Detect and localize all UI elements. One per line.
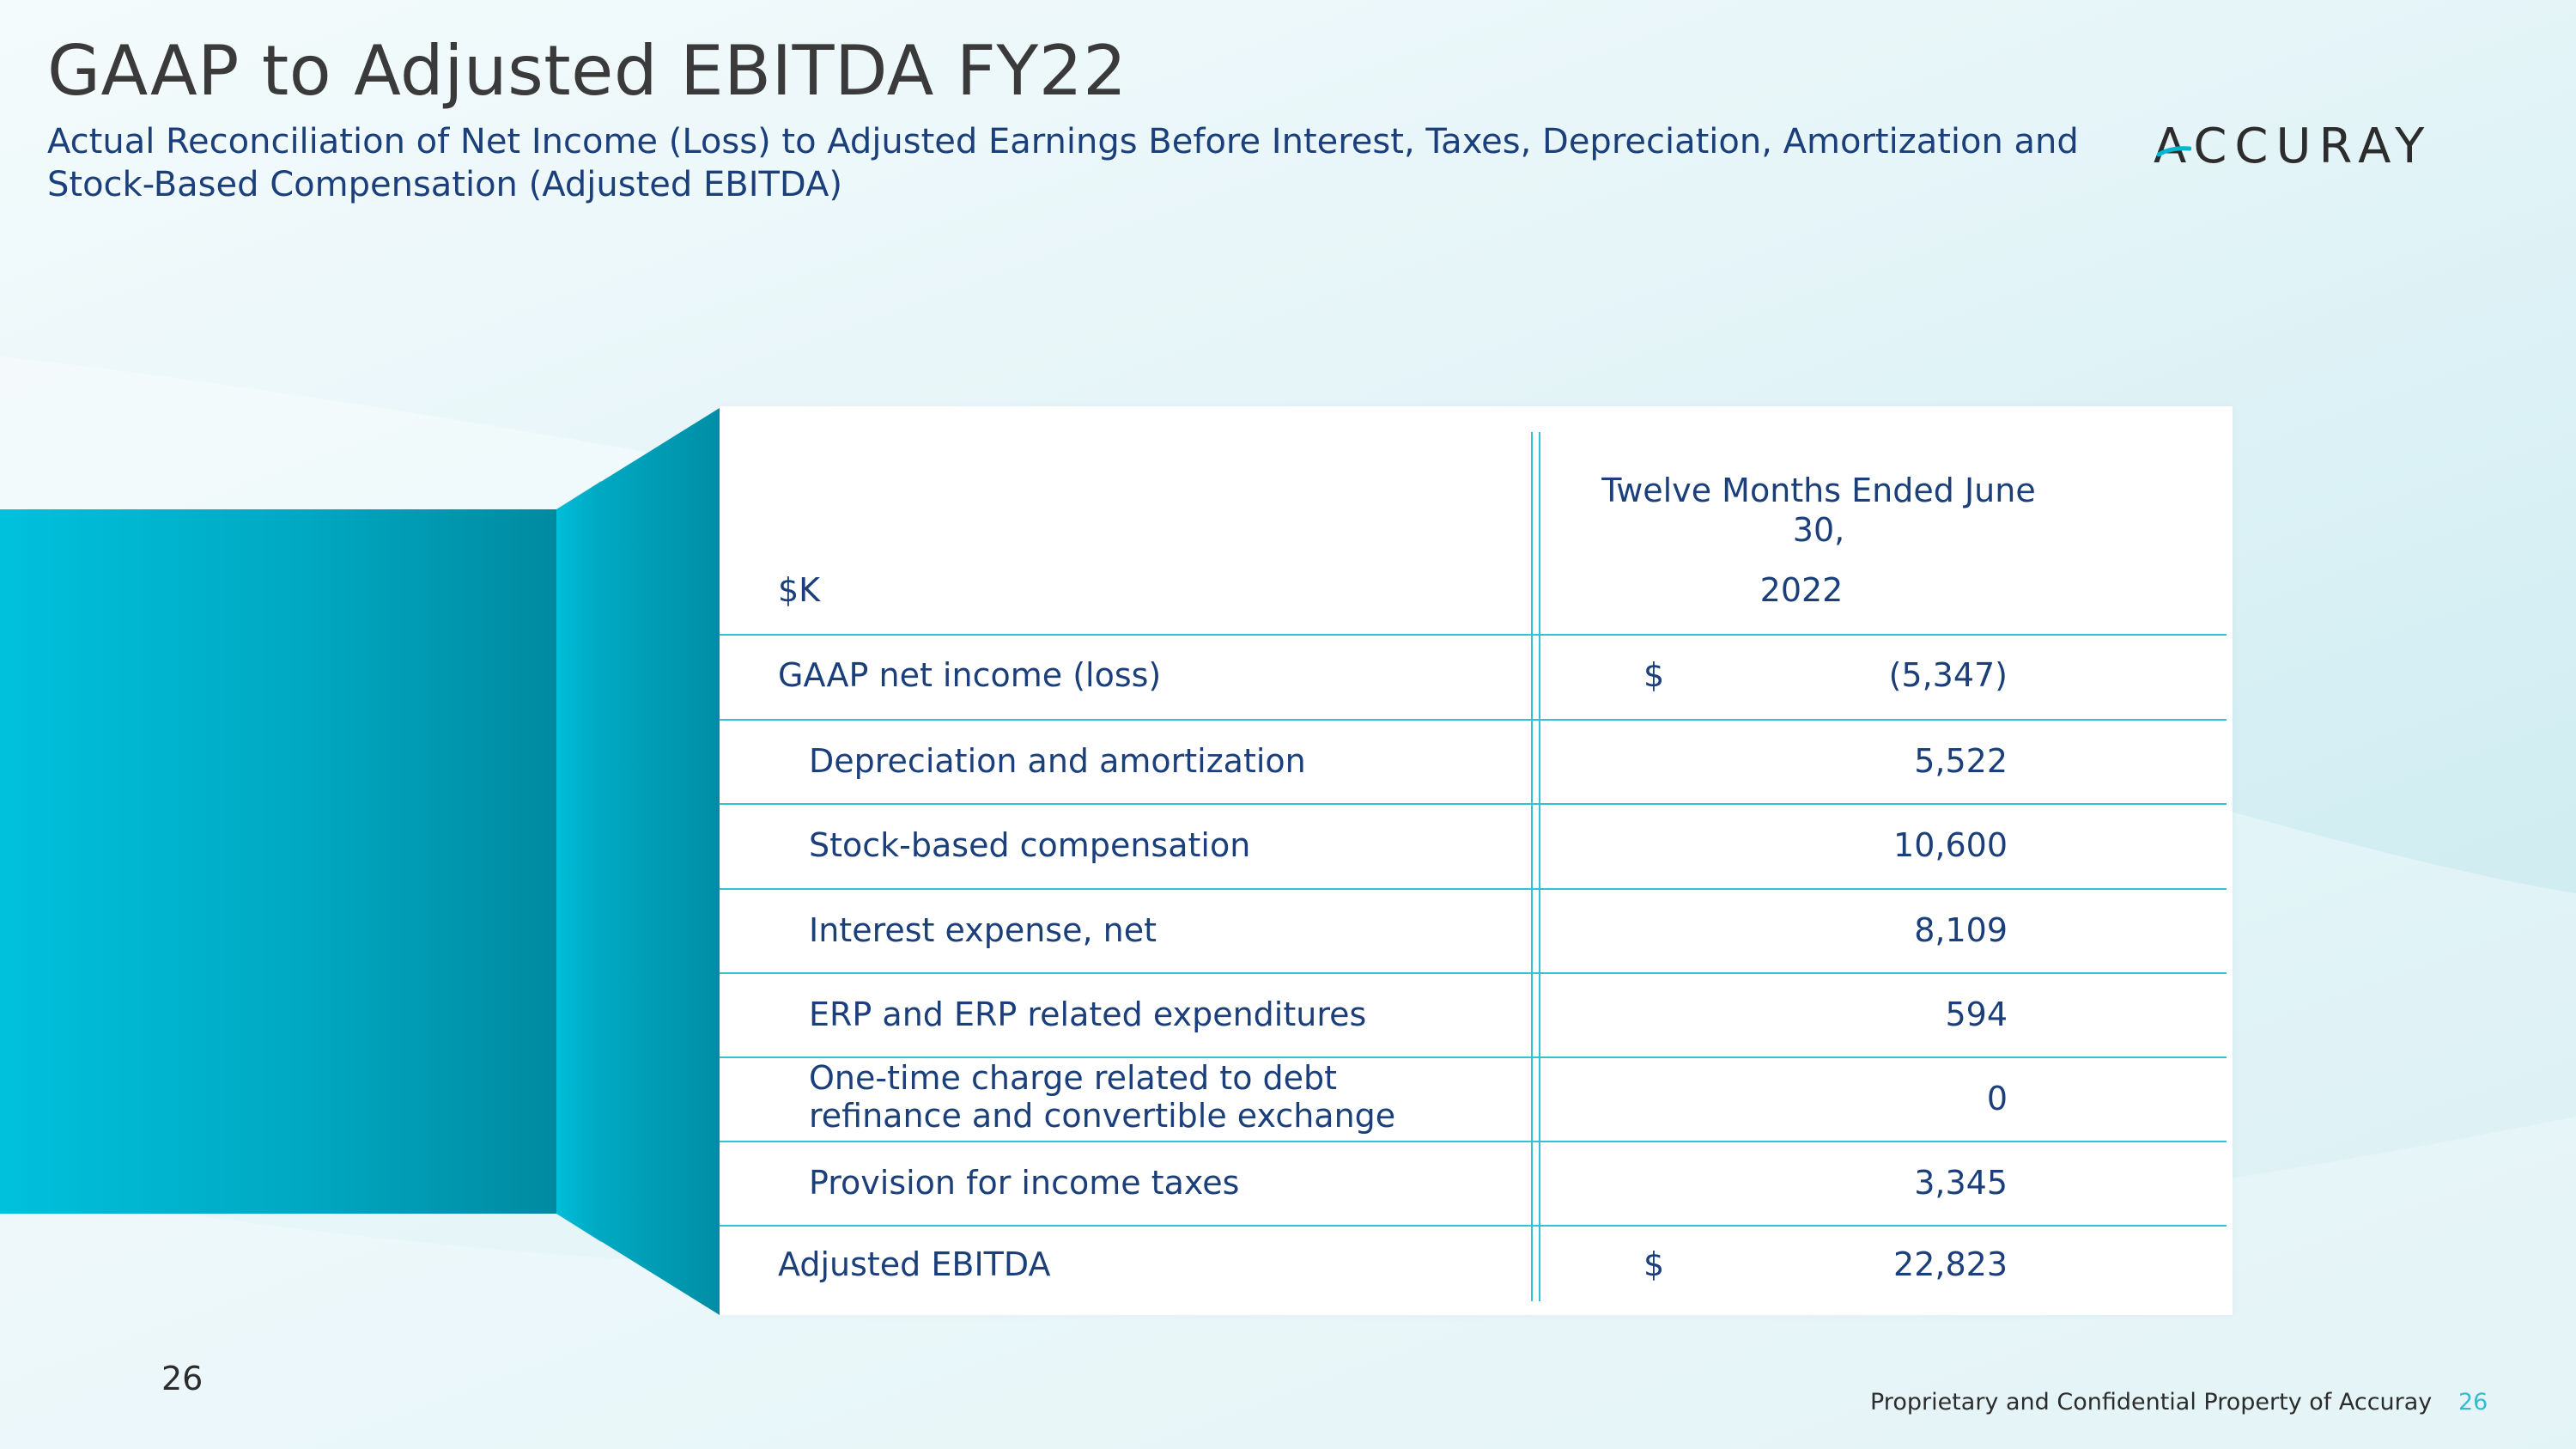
value-income-taxes: 3,345 — [1914, 1164, 2008, 1202]
footer-page-number: 26 — [2458, 1389, 2488, 1416]
row-label-erp: ERP and ERP related expenditures — [809, 995, 1367, 1033]
column-divider — [1531, 432, 1533, 1301]
value-adjusted-ebitda: 22,823 — [1893, 1245, 2008, 1283]
row-divider — [720, 1056, 2227, 1058]
logo-swoosh-icon — [2157, 143, 2191, 160]
value-depreciation: 5,522 — [1914, 742, 2008, 780]
row-divider — [720, 1141, 2227, 1142]
row-divider — [720, 634, 2227, 636]
value-stock-comp: 10,600 — [1893, 826, 2008, 864]
period-header: Twelve Months Ended June 30, — [1601, 472, 2036, 549]
row-label-depreciation: Depreciation and amortization — [809, 742, 1306, 780]
slide-number: 26 — [161, 1360, 204, 1397]
row-divider — [720, 888, 2227, 890]
page-subtitle: Actual Reconciliation of Net Income (Loss) to Adjusted Earnings Before Interest, Taxes, Depreciation, Amortization and Stock-Based Compensation (Adjusted EBITDA) — [47, 122, 2079, 204]
year-header: 2022 — [1759, 571, 1844, 609]
unit-label: $K — [778, 571, 821, 609]
row-divider — [720, 972, 2227, 974]
row-label-adjusted-ebitda: Adjusted EBITDA — [778, 1245, 1051, 1283]
value-erp: 594 — [1945, 995, 2008, 1033]
row-label-one-time-charge: One-time charge related to debt refinance and convertible exchange — [809, 1059, 1396, 1135]
currency-symbol: $ — [1643, 656, 1665, 694]
row-label-gaap-net-income: GAAP net income (loss) — [778, 656, 1162, 694]
row-divider — [720, 803, 2227, 805]
reconciliation-table — [720, 406, 2233, 1315]
deco-side-wing — [556, 408, 720, 1315]
row-divider — [720, 719, 2227, 721]
row-divider — [720, 1225, 2227, 1227]
column-divider — [1539, 432, 1540, 1301]
value-interest: 8,109 — [1914, 911, 2008, 949]
value-gaap-net-income: (5,347) — [1888, 656, 2008, 694]
logo-text: ACCURAY — [2154, 119, 2433, 174]
value-one-time-charge: 0 — [1986, 1080, 2008, 1117]
page-title: GAAP to Adjusted EBITDA FY22 — [47, 31, 1127, 111]
row-label-interest: Interest expense, net — [809, 911, 1157, 949]
footer-confidential: Proprietary and Confidential Property of Accuray — [1870, 1389, 2433, 1416]
deco-left-block — [0, 509, 556, 1214]
row-label-income-taxes: Provision for income taxes — [809, 1164, 1240, 1202]
currency-symbol: $ — [1643, 1245, 1665, 1283]
row-label-stock-comp: Stock-based compensation — [809, 826, 1251, 864]
accuray-logo — [2154, 119, 2463, 179]
